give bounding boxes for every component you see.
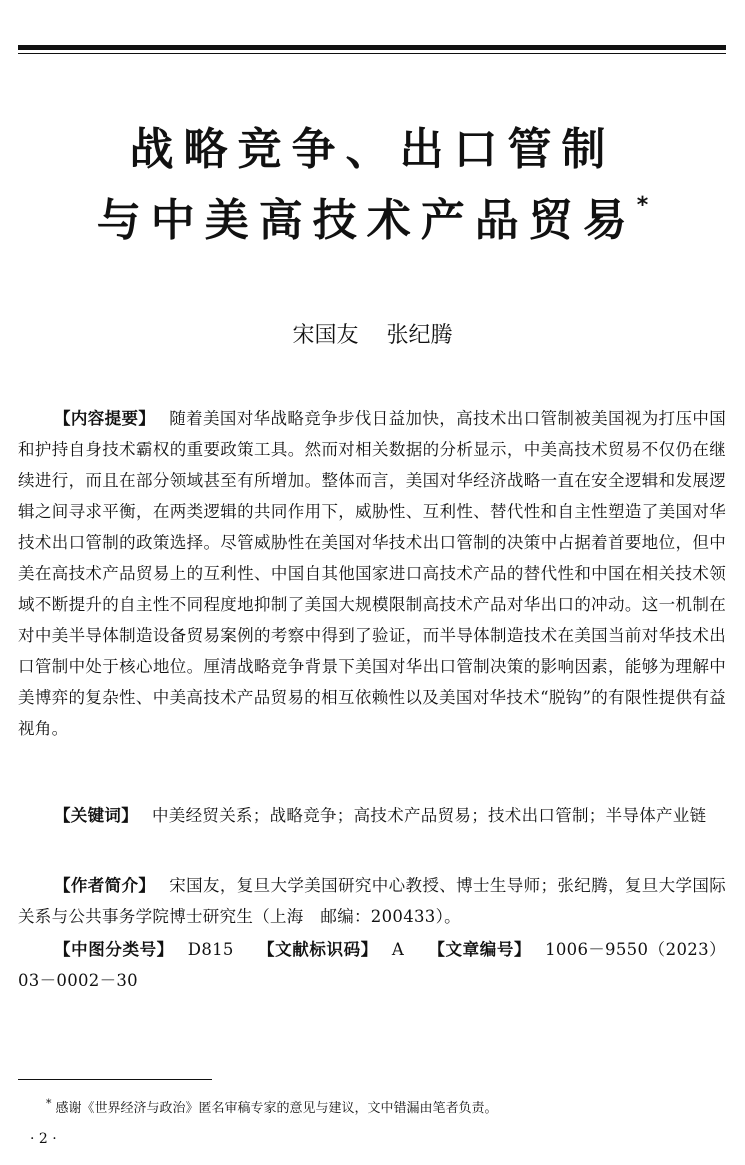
- article-number-value: 1006－9550（2023）03－0002－30: [18, 940, 726, 990]
- doc-code-label: 【文献标识码】: [257, 940, 378, 959]
- page-number: · 2 ·: [30, 1131, 57, 1147]
- header-rule-thin: [18, 53, 726, 54]
- keywords-label: 【关键词】: [54, 806, 138, 825]
- title-line-1: 战略竞争、出口管制: [129, 124, 616, 175]
- keywords: [18, 800, 726, 831]
- article-number-label: 【文章编号】: [428, 940, 532, 959]
- header-rule-thick: [18, 45, 726, 50]
- author-info-label: 【作者简介】: [54, 876, 156, 895]
- footnote-text: 感谢《世界经济与政治》匿名审稿专家的意见与建议，文中错漏由笔者负责。: [55, 1101, 498, 1116]
- doc-code-value: A: [391, 940, 405, 959]
- author-2: 张纪腾: [386, 323, 453, 348]
- title-line-2-text: 与中美高技术产品贸易: [96, 195, 637, 246]
- footnote-rule: [18, 1079, 212, 1080]
- author-info-text: 宋国友，复旦大学美国研究中心教授、博士生导师；张纪腾，复旦大学国际关系与公共事务学院博士研究生（上海 邮编：200433）。: [18, 876, 726, 926]
- abstract: [18, 403, 726, 744]
- footnote: [46, 1097, 498, 1116]
- title-line-2: [0, 193, 745, 246]
- keywords-text: 中美经贸关系；战略竞争；高技术产品贸易；技术出口管制；半导体产业链: [152, 806, 707, 825]
- author-1: 宋国友: [292, 323, 359, 348]
- title-footnote-marker: *: [636, 193, 649, 218]
- clc-value: D815: [187, 940, 234, 959]
- authors: [0, 318, 745, 349]
- clc-label: 【中图分类号】: [54, 940, 174, 959]
- classification: [18, 934, 726, 996]
- abstract-label: 【内容提要】: [54, 409, 156, 428]
- footnote-marker: *: [46, 1097, 52, 1110]
- abstract-text: 随着美国对华战略竞争步伐日益加快，高技术出口管制被美国视为打压中国和护持自身技术霸权的重要政策工具。然而对相关数据的分析显示，中美高技术贸易不仅仍在继续进行，而且在部分领域甚至有所增加。整体而言，美国对华经济战略一直在安全逻辑和发展逻辑之间寻求平衡，在两类逻辑的共同作用下，威胁性、互利性、替代性和自主性塑造了美国对华技术出口管制的政策选择。尽管威胁性在美国对华技术出口管制的决策中占据着首要地位，但中美在高技术产品贸易上的互利性、中国自其他国家进口高技术产品的替代性和中国在相关技术领域不断提升的自主性不同程度地抑制了美国大规模限制高技术产品对华出口的冲动。这一机制在对中美半导体制造设备贸易案例的考察中得到了验证，而半导体制造技术在美国当前对华技术出口管制中处于核心地位。厘清战略竞争背景下美国对华出口管制决策的影响因素，能够为理解中美博弈的复杂性、中美高技术产品贸易的相互依赖性以及美国对华技术“脱钩”的有限性提供有益视角。: [18, 409, 726, 738]
- author-info: [18, 870, 726, 932]
